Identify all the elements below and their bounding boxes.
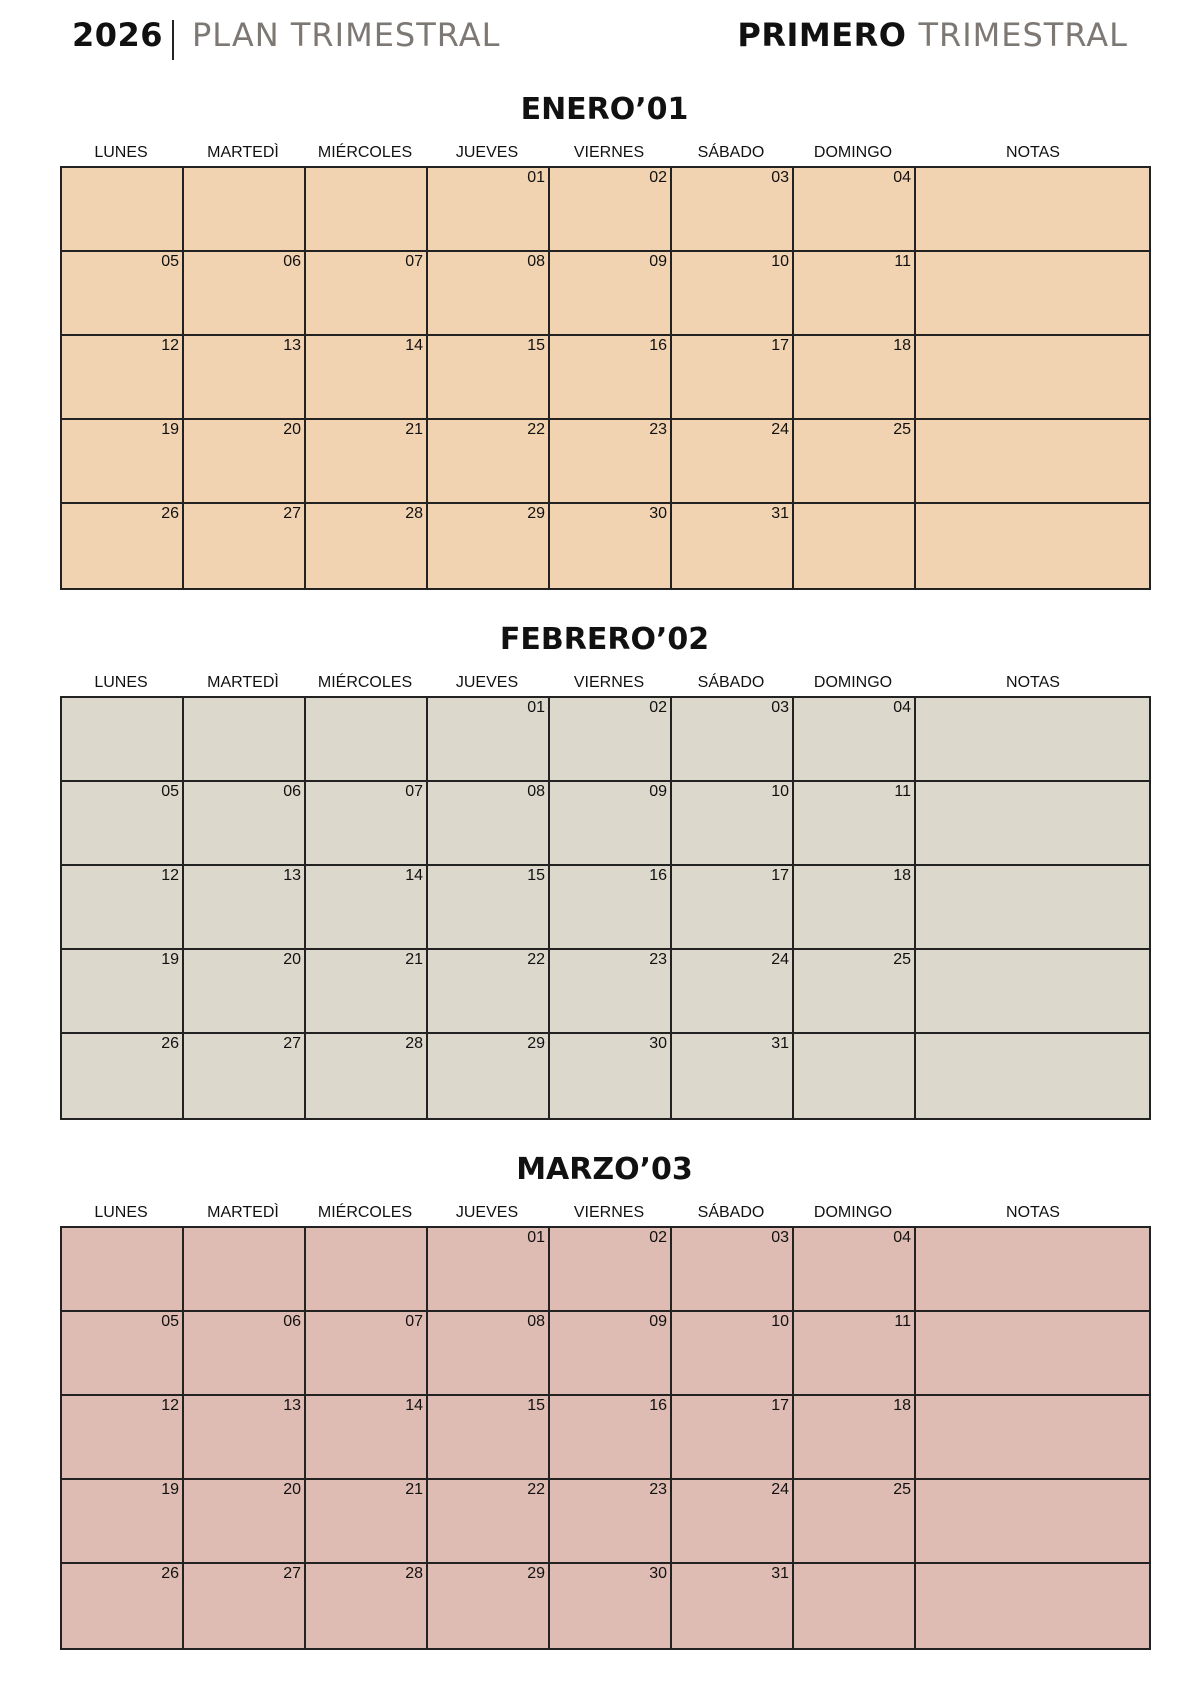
day-cell[interactable]	[428, 168, 550, 252]
day-cell[interactable]	[62, 420, 184, 504]
day-number: 28	[405, 1565, 423, 1582]
day-number: 24	[771, 951, 789, 968]
day-number: 02	[649, 169, 667, 186]
day-number: 30	[649, 1565, 667, 1582]
day-cell[interactable]	[672, 866, 794, 950]
day-number: 13	[283, 1397, 301, 1414]
day-cell[interactable]	[62, 1312, 184, 1396]
day-cell[interactable]	[672, 336, 794, 420]
day-cell[interactable]	[672, 504, 794, 588]
day-cell[interactable]	[306, 1228, 428, 1312]
weekday-header: LUNES	[94, 144, 148, 161]
day-cell[interactable]	[306, 420, 428, 504]
weekday-header: NOTAS	[1006, 144, 1060, 161]
notes-cell[interactable]	[916, 1034, 1149, 1118]
day-cell[interactable]	[550, 1312, 672, 1396]
day-cell[interactable]	[428, 950, 550, 1034]
weekday-header: DOMINGO	[813, 1204, 893, 1221]
month-title: FEBRERO’02	[499, 622, 710, 657]
day-cell[interactable]	[306, 866, 428, 950]
day-cell[interactable]	[306, 1396, 428, 1480]
day-number: 28	[405, 1035, 423, 1052]
day-number: 30	[649, 505, 667, 522]
weekday-header: VIERNES	[573, 1204, 645, 1221]
day-number: 11	[894, 783, 911, 800]
day-number: 16	[649, 867, 667, 884]
day-number: 22	[527, 951, 545, 968]
day-number: 16	[649, 337, 667, 354]
day-cell[interactable]	[550, 1034, 672, 1118]
day-cell[interactable]	[672, 950, 794, 1034]
day-cell[interactable]	[550, 420, 672, 504]
notes-cell[interactable]	[916, 698, 1149, 782]
day-cell[interactable]	[794, 336, 916, 420]
day-number: 30	[649, 1035, 667, 1052]
month-grid	[60, 1226, 1151, 1650]
notes-cell[interactable]	[916, 1228, 1149, 1312]
notes-cell[interactable]	[916, 1480, 1149, 1564]
weekday-header: DOMINGO	[813, 674, 893, 691]
day-cell[interactable]	[62, 698, 184, 782]
day-cell[interactable]	[184, 252, 306, 336]
day-number: 24	[771, 1481, 789, 1498]
day-cell[interactable]	[184, 1396, 306, 1480]
day-cell[interactable]	[428, 866, 550, 950]
day-number: 29	[527, 1565, 545, 1582]
day-cell[interactable]	[428, 782, 550, 866]
day-cell[interactable]	[62, 336, 184, 420]
day-cell[interactable]	[62, 1396, 184, 1480]
day-cell[interactable]	[306, 1034, 428, 1118]
month-title: ENERO’01	[520, 92, 689, 127]
day-number: 29	[527, 505, 545, 522]
day-cell[interactable]	[62, 252, 184, 336]
day-number: 18	[893, 1397, 911, 1414]
day-cell[interactable]	[306, 336, 428, 420]
day-cell[interactable]	[428, 420, 550, 504]
day-number: 22	[527, 421, 545, 438]
weekday-header: NOTAS	[1006, 674, 1060, 691]
month-calendar	[60, 92, 1149, 612]
day-number: 15	[527, 337, 545, 354]
day-number: 26	[161, 1565, 179, 1582]
weekday-header: JUEVES	[455, 674, 519, 691]
day-number: 19	[161, 421, 179, 438]
day-cell[interactable]	[550, 252, 672, 336]
day-cell[interactable]	[550, 1228, 672, 1312]
day-cell[interactable]	[62, 1228, 184, 1312]
day-number: 21	[405, 421, 423, 438]
notes-cell[interactable]	[916, 1396, 1149, 1480]
day-cell[interactable]	[184, 1228, 306, 1312]
day-cell[interactable]	[794, 252, 916, 336]
day-cell[interactable]	[550, 950, 672, 1034]
day-cell[interactable]	[550, 782, 672, 866]
day-number: 25	[893, 1481, 911, 1498]
day-number: 10	[771, 1313, 789, 1330]
weekday-header-row	[60, 144, 1149, 166]
day-cell[interactable]	[794, 1034, 916, 1118]
day-cell[interactable]	[428, 1396, 550, 1480]
day-cell[interactable]	[184, 1480, 306, 1564]
day-number: 23	[649, 1481, 667, 1498]
day-number: 28	[405, 505, 423, 522]
day-cell[interactable]	[550, 336, 672, 420]
day-cell[interactable]	[428, 336, 550, 420]
day-cell[interactable]	[306, 1480, 428, 1564]
day-cell[interactable]	[62, 950, 184, 1034]
day-number: 08	[527, 783, 545, 800]
day-cell[interactable]	[428, 1228, 550, 1312]
day-cell[interactable]	[794, 950, 916, 1034]
day-cell[interactable]	[62, 866, 184, 950]
day-cell[interactable]	[306, 168, 428, 252]
day-number: 19	[161, 1481, 179, 1498]
day-cell[interactable]	[794, 168, 916, 252]
day-cell[interactable]	[550, 504, 672, 588]
notes-cell[interactable]	[916, 168, 1149, 252]
month-calendar	[60, 622, 1149, 1142]
weekday-header: VIERNES	[573, 674, 645, 691]
day-cell[interactable]	[306, 1312, 428, 1396]
day-number: 31	[771, 1035, 789, 1052]
day-number: 20	[283, 1481, 301, 1498]
day-cell[interactable]	[306, 698, 428, 782]
day-number: 23	[649, 951, 667, 968]
weekday-header: JUEVES	[455, 144, 519, 161]
day-cell[interactable]	[62, 1034, 184, 1118]
notes-cell[interactable]	[916, 950, 1149, 1034]
day-number: 20	[283, 951, 301, 968]
day-number: 07	[405, 783, 423, 800]
day-cell[interactable]	[62, 168, 184, 252]
day-cell[interactable]	[428, 1312, 550, 1396]
page-header	[72, 14, 1128, 62]
day-number: 24	[771, 421, 789, 438]
day-number: 17	[771, 867, 789, 884]
notes-cell[interactable]	[916, 336, 1149, 420]
day-number: 26	[161, 1035, 179, 1052]
notes-cell[interactable]	[916, 504, 1149, 588]
day-cell[interactable]	[672, 420, 794, 504]
day-number: 17	[771, 337, 789, 354]
day-cell[interactable]	[794, 1396, 916, 1480]
day-number: 01	[527, 1229, 545, 1246]
day-number: 08	[527, 1313, 545, 1330]
day-cell[interactable]	[672, 1312, 794, 1396]
day-cell[interactable]	[62, 782, 184, 866]
day-number: 06	[283, 783, 301, 800]
day-cell[interactable]	[184, 1034, 306, 1118]
day-cell[interactable]	[428, 252, 550, 336]
day-number: 14	[405, 867, 423, 884]
day-number: 03	[771, 169, 789, 186]
day-cell[interactable]	[794, 504, 916, 588]
weekday-header: MIÉRCOLES	[317, 1204, 413, 1221]
day-cell[interactable]	[184, 866, 306, 950]
notes-cell[interactable]	[916, 866, 1149, 950]
weekday-header: NOTAS	[1006, 1204, 1060, 1221]
day-number: 11	[894, 1313, 911, 1330]
day-number: 20	[283, 421, 301, 438]
weekday-header: MARTEDÌ	[207, 144, 279, 161]
day-number: 15	[527, 1397, 545, 1414]
notes-cell[interactable]	[916, 1312, 1149, 1396]
month-calendar	[60, 1152, 1149, 1672]
day-cell[interactable]	[428, 1480, 550, 1564]
day-cell[interactable]	[306, 1564, 428, 1648]
day-number: 03	[771, 1229, 789, 1246]
month-title: MARZO’03	[516, 1152, 693, 1187]
day-cell[interactable]	[672, 1396, 794, 1480]
day-cell[interactable]	[184, 504, 306, 588]
weekday-header: SÁBADO	[697, 144, 765, 161]
day-cell[interactable]	[672, 1034, 794, 1118]
day-number: 18	[893, 867, 911, 884]
day-number: 02	[649, 1229, 667, 1246]
day-number: 08	[527, 253, 545, 270]
day-cell[interactable]	[550, 698, 672, 782]
quarter-suffix: TRIMESTRAL	[918, 16, 1128, 54]
day-number: 15	[527, 867, 545, 884]
day-cell[interactable]	[794, 1564, 916, 1648]
day-number: 25	[893, 421, 911, 438]
day-cell[interactable]	[672, 782, 794, 866]
weekday-header: LUNES	[94, 1204, 148, 1221]
day-cell[interactable]	[794, 420, 916, 504]
day-cell[interactable]	[672, 1564, 794, 1648]
day-number: 19	[161, 951, 179, 968]
month-grid	[60, 166, 1151, 590]
day-number: 31	[771, 505, 789, 522]
day-cell[interactable]	[306, 950, 428, 1034]
day-number: 05	[161, 253, 179, 270]
day-cell[interactable]	[306, 504, 428, 588]
day-number: 10	[771, 783, 789, 800]
day-number: 04	[893, 1229, 911, 1246]
weekday-header: SÁBADO	[697, 674, 765, 691]
day-number: 16	[649, 1397, 667, 1414]
day-number: 04	[893, 699, 911, 716]
day-cell[interactable]	[184, 1312, 306, 1396]
day-number: 14	[405, 1397, 423, 1414]
day-number: 13	[283, 337, 301, 354]
day-cell[interactable]	[184, 1564, 306, 1648]
day-number: 22	[527, 1481, 545, 1498]
day-cell[interactable]	[184, 420, 306, 504]
notes-cell[interactable]	[916, 252, 1149, 336]
weekday-header: SÁBADO	[697, 1204, 765, 1221]
day-cell[interactable]	[672, 168, 794, 252]
day-number: 23	[649, 421, 667, 438]
day-number: 05	[161, 783, 179, 800]
month-grid	[60, 696, 1151, 1120]
day-cell[interactable]	[306, 252, 428, 336]
day-number: 05	[161, 1313, 179, 1330]
day-cell[interactable]	[184, 950, 306, 1034]
day-cell[interactable]	[428, 504, 550, 588]
weekday-header: DOMINGO	[813, 144, 893, 161]
day-cell[interactable]	[672, 1228, 794, 1312]
day-number: 10	[771, 253, 789, 270]
day-number: 09	[649, 253, 667, 270]
day-number: 21	[405, 951, 423, 968]
day-cell[interactable]	[794, 1480, 916, 1564]
day-cell[interactable]	[794, 782, 916, 866]
day-number: 18	[893, 337, 911, 354]
day-cell[interactable]	[794, 698, 916, 782]
day-cell[interactable]	[672, 698, 794, 782]
day-number: 27	[283, 505, 301, 522]
day-number: 09	[649, 1313, 667, 1330]
day-cell[interactable]	[184, 782, 306, 866]
day-number: 11	[894, 253, 911, 270]
day-cell[interactable]	[550, 1480, 672, 1564]
day-cell[interactable]	[794, 866, 916, 950]
day-number: 17	[771, 1397, 789, 1414]
day-number: 01	[527, 699, 545, 716]
day-number: 26	[161, 505, 179, 522]
day-cell[interactable]	[428, 1034, 550, 1118]
day-cell[interactable]	[62, 1480, 184, 1564]
weekday-header-row	[60, 674, 1149, 696]
quarter-label	[737, 16, 1128, 54]
day-cell[interactable]	[794, 1312, 916, 1396]
day-number: 06	[283, 1313, 301, 1330]
day-number: 25	[893, 951, 911, 968]
day-number: 02	[649, 699, 667, 716]
notes-cell[interactable]	[916, 782, 1149, 866]
day-cell[interactable]	[62, 1564, 184, 1648]
year-label: 2026	[72, 16, 164, 54]
day-number: 29	[527, 1035, 545, 1052]
weekday-header-row	[60, 1204, 1149, 1226]
weekday-header: JUEVES	[455, 1204, 519, 1221]
day-number: 13	[283, 867, 301, 884]
day-number: 07	[405, 253, 423, 270]
day-number: 21	[405, 1481, 423, 1498]
day-number: 04	[893, 169, 911, 186]
weekday-header: VIERNES	[573, 144, 645, 161]
day-number: 12	[161, 337, 179, 354]
day-cell[interactable]	[306, 782, 428, 866]
day-cell[interactable]	[184, 698, 306, 782]
notes-cell[interactable]	[916, 420, 1149, 504]
day-cell[interactable]	[184, 336, 306, 420]
weekday-header: MIÉRCOLES	[317, 144, 413, 161]
day-number: 27	[283, 1565, 301, 1582]
weekday-header: MIÉRCOLES	[317, 674, 413, 691]
plan-title: PLAN TRIMESTRAL	[192, 16, 501, 54]
weekday-header: MARTEDÌ	[207, 674, 279, 691]
day-number: 14	[405, 337, 423, 354]
day-cell[interactable]	[550, 1564, 672, 1648]
day-cell[interactable]	[550, 168, 672, 252]
day-cell[interactable]	[672, 252, 794, 336]
day-cell[interactable]	[184, 168, 306, 252]
day-cell[interactable]	[428, 1564, 550, 1648]
day-cell[interactable]	[550, 866, 672, 950]
day-cell[interactable]	[62, 504, 184, 588]
day-number: 12	[161, 1397, 179, 1414]
day-number: 07	[405, 1313, 423, 1330]
notes-cell[interactable]	[916, 1564, 1149, 1648]
day-number: 06	[283, 253, 301, 270]
day-number: 03	[771, 699, 789, 716]
day-number: 31	[771, 1565, 789, 1582]
weekday-header: MARTEDÌ	[207, 1204, 279, 1221]
day-number: 27	[283, 1035, 301, 1052]
quarter-name: PRIMERO	[737, 16, 907, 54]
day-number: 12	[161, 867, 179, 884]
day-cell[interactable]	[672, 1480, 794, 1564]
day-number: 01	[527, 169, 545, 186]
weekday-header: LUNES	[94, 674, 148, 691]
day-cell[interactable]	[428, 698, 550, 782]
day-number: 09	[649, 783, 667, 800]
day-cell[interactable]	[794, 1228, 916, 1312]
header-divider	[172, 20, 174, 60]
day-cell[interactable]	[550, 1396, 672, 1480]
